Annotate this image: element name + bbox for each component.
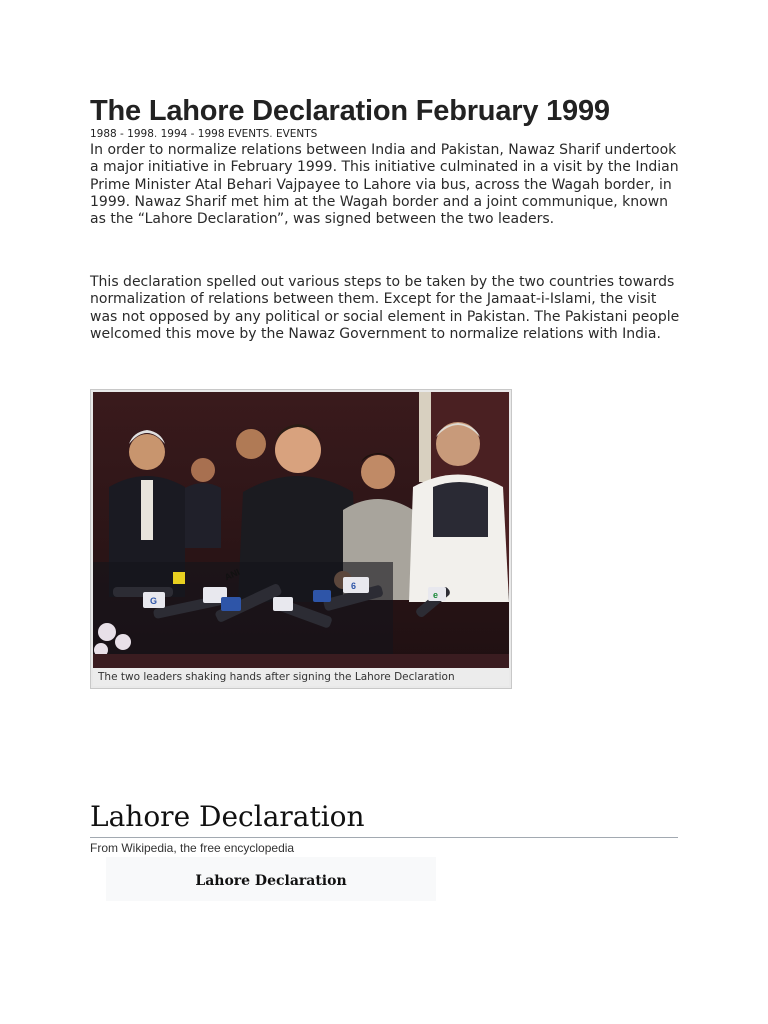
mic-label: G (150, 596, 158, 606)
category-separator: . (153, 128, 158, 140)
title-divider (90, 837, 678, 838)
handshake-photo-illustration (93, 392, 509, 668)
category-link[interactable]: 1994 - 1998 EVENTS (160, 128, 270, 140)
category-links (90, 128, 317, 140)
category-link[interactable]: EVENTS (275, 128, 318, 140)
mic-label: ANI (222, 566, 242, 583)
article-paragraph: This declaration spelled out various steps to be taken by the two countries towards normalization of relations between them. Except for the Jamaat-i-Islami, the visit was not opposed by any political or social element in Pakistan. The Pakistani people welcomed this move by the Nawaz Government to normalize relations with India. (90, 274, 680, 342)
news-photo (90, 389, 512, 689)
article-title: The Lahore Declaration February 1999 (90, 95, 610, 127)
mic-label: 6 (351, 581, 357, 591)
mic-label: e (433, 590, 439, 600)
wikipedia-title: Lahore Declaration (90, 800, 365, 833)
category-separator: . (269, 128, 273, 140)
category-link[interactable]: 1988 - 1998 (90, 128, 154, 140)
infobox-title: Lahore Declaration (195, 873, 347, 889)
article-paragraph: In order to normalize relations between India and Pakistan, Nawaz Sharif undertook a major initiative in February 1999. This initiative culminated in a visit by the Indian Prime Minister Atal Behari Vajpayee to Lahore via bus, across the Wagah border, in 1999. Nawaz Sharif met him at the Wagah border and a joint communique, known as the “Lahore Declaration”, was signed between the two leaders. (90, 142, 679, 228)
wikipedia-subtitle: From Wikipedia, the free encyclopedia (90, 841, 295, 855)
infobox (106, 857, 436, 901)
photo-caption: The two leaders shaking hands after signing the Lahore Declaration (93, 668, 509, 686)
